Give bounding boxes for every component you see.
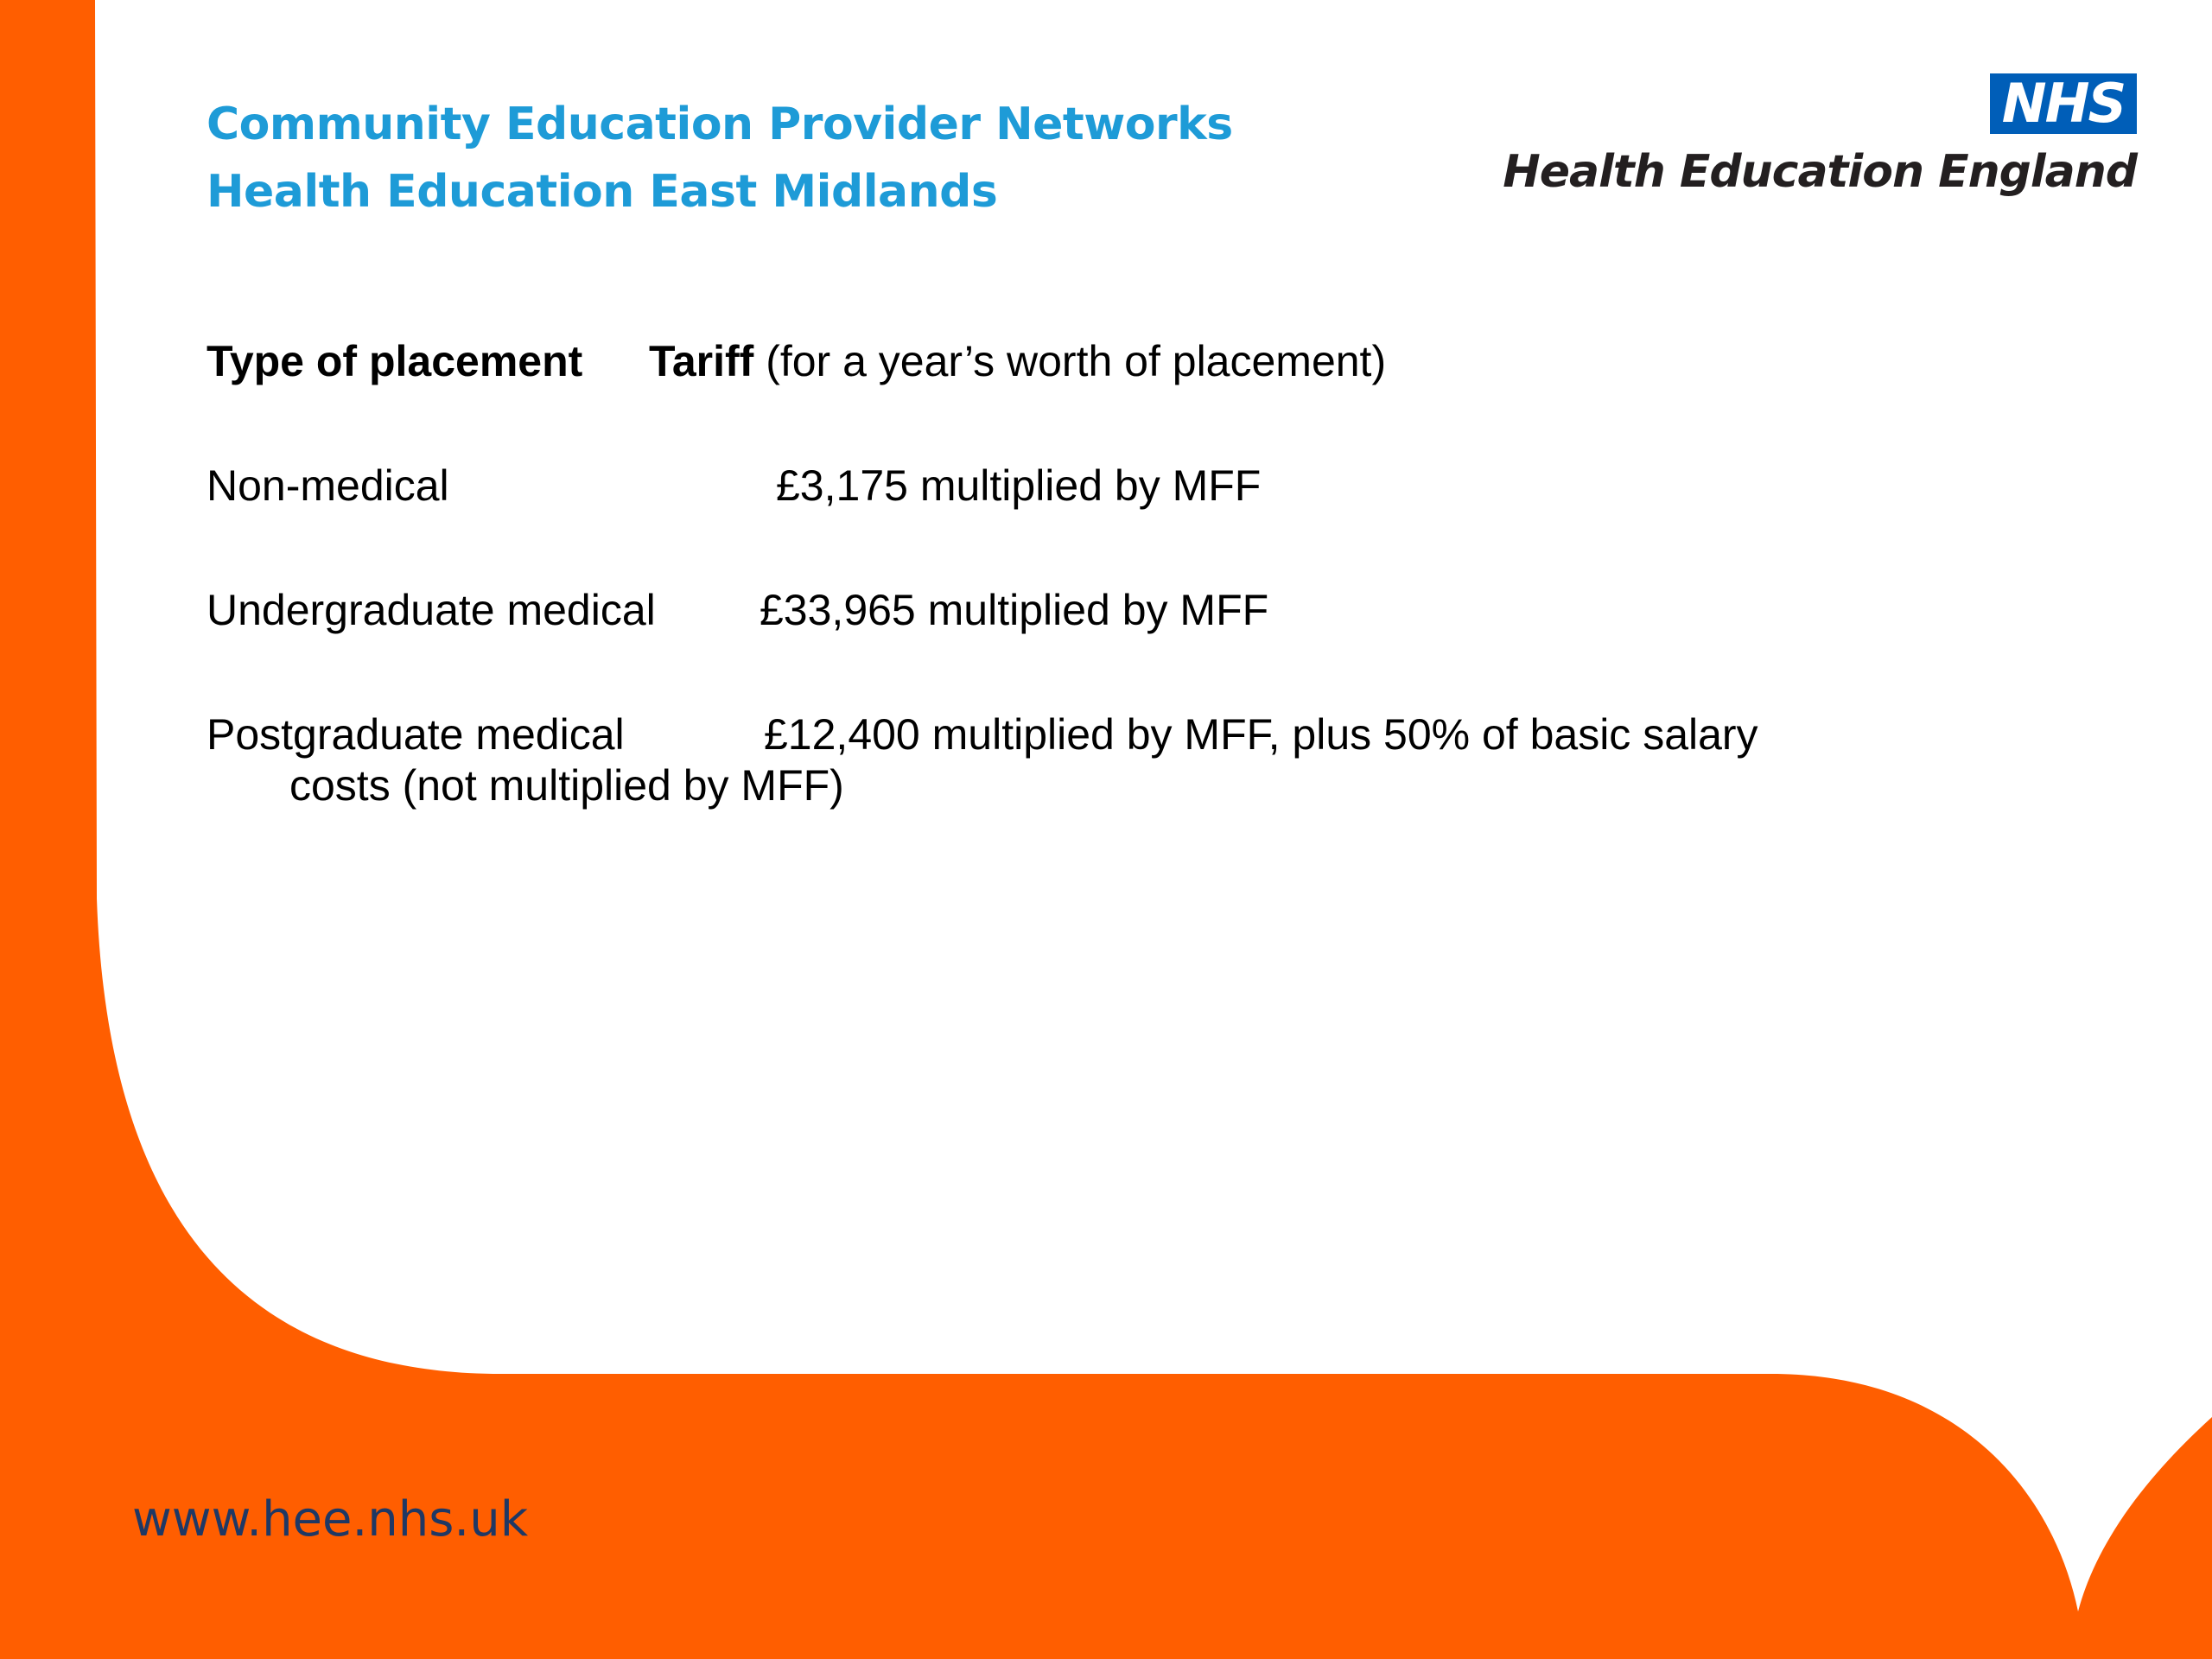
header-type-of-placement: Type of placement [207, 337, 583, 385]
header-tariff [649, 335, 1386, 387]
nhs-badge: NHS [1990, 73, 2137, 134]
row-tariff-non-medical: £3,175 multiplied by MFF [776, 461, 1262, 510]
row-tariff-undergraduate: £33,965 multiplied by MFF [760, 586, 1269, 634]
hee-logo [1503, 72, 2137, 203]
row-type-undergraduate: Undergraduate medical [207, 586, 656, 634]
title-line-1: Community Education Provider Networks [207, 99, 1233, 150]
row-tariff-postgraduate-cont: costs (not multiplied by MFF) [289, 761, 844, 810]
logo-org-name: Health Education England [1503, 146, 2137, 198]
header-tariff-label: Tariff [649, 337, 754, 385]
title-line-2: Health Education East Midlands [207, 166, 998, 218]
footer-url-link[interactable]: www.hee.nhs.uk [132, 1491, 529, 1548]
row-type-postgraduate: Postgraduate medical [207, 710, 625, 759]
header-tariff-note: (for a year’s worth of placement) [766, 337, 1387, 385]
row-type-non-medical: Non-medical [207, 461, 449, 510]
row-tariff-postgraduate: £12,400 multiplied by MFF, plus 50% of basic salary [764, 710, 1758, 759]
